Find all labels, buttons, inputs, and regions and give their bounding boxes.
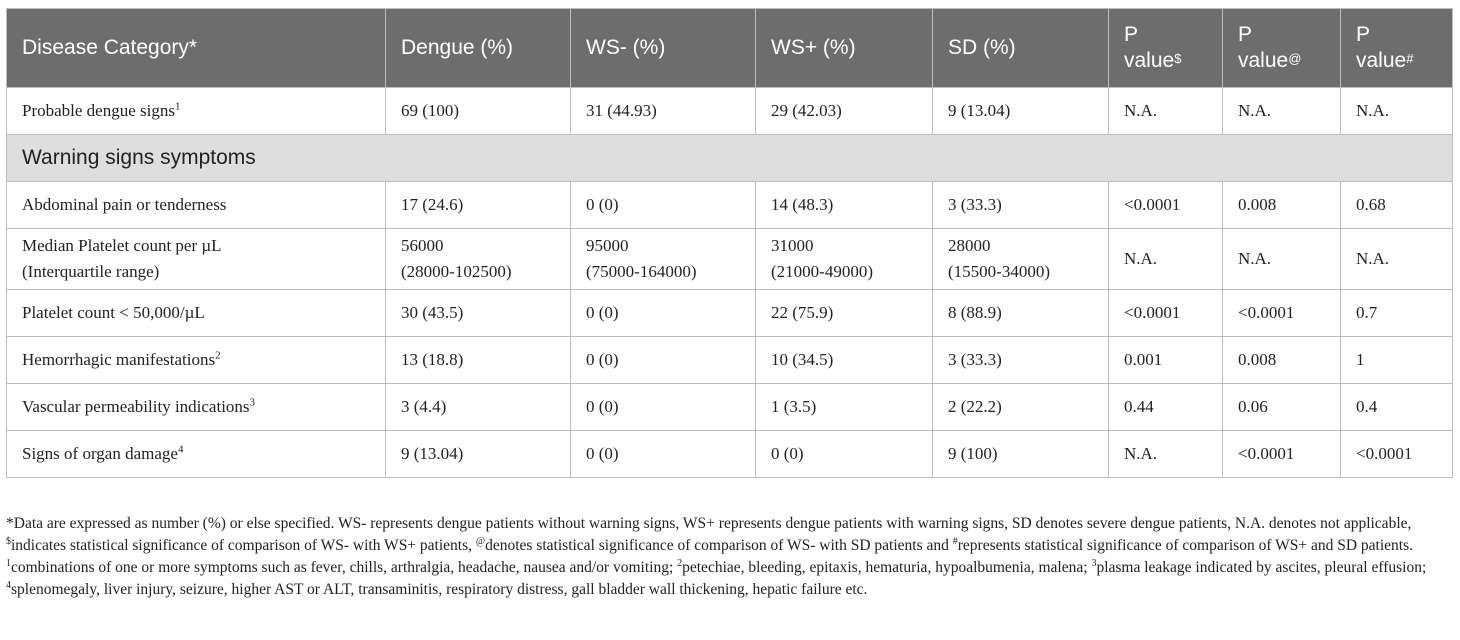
table-cell: 1 (3.5) [756, 384, 933, 431]
table-cell: <0.0001 [1223, 431, 1341, 478]
table-cell: N.A. [1109, 431, 1223, 478]
footnote-symbol: 4 [6, 579, 11, 591]
footnote-symbol: 3 [1091, 557, 1097, 569]
cell-line1: 31000 [771, 236, 814, 255]
footnote-symbol: # [952, 535, 958, 547]
table-cell: 9 (13.04) [933, 88, 1109, 135]
header-ws-plus [756, 9, 933, 88]
table-cell: 13 (18.8) [386, 337, 571, 384]
table-cell: 0 (0) [571, 290, 756, 337]
row-label [7, 229, 386, 290]
footnote-symbol: 1 [6, 557, 11, 569]
header-sd [933, 9, 1109, 88]
table-row-median-platelet [7, 229, 1453, 290]
table-cell: N.A. [1109, 229, 1223, 290]
table-cell: <0.0001 [1223, 290, 1341, 337]
table-cell: 0 (0) [571, 182, 756, 229]
header-text: WS- (%) [586, 36, 666, 59]
table-cell: 0.001 [1109, 337, 1223, 384]
table-cell: 0.7 [1341, 290, 1453, 337]
header-text: Disease Category* [22, 36, 198, 59]
footnote-text: denotes statistical significance of comparison of WS- with SD patients and [485, 537, 953, 554]
cell-line2: (21000-49000) [771, 262, 873, 281]
table-cell: 0.06 [1223, 384, 1341, 431]
footnote-text: indicates statistical significance of comparison of WS- with WS+ patients, [11, 537, 476, 554]
label-text: Hemorrhagic manifestations [22, 350, 216, 369]
footnote-text: combinations of one or more symptoms such as fever, chills, arthralgia, headache, nausea and/or vomiting; [11, 559, 678, 576]
header-line2: value [1238, 49, 1289, 72]
table-footnote [6, 513, 1454, 601]
label-text: Probable dengue signs [22, 101, 175, 120]
row-label [7, 88, 386, 135]
label-line1: Median Platelet count per µL [22, 236, 222, 255]
header-text: WS+ (%) [771, 36, 856, 59]
row-label: Abdominal pain or tenderness [7, 182, 386, 229]
header-p-value-at [1223, 9, 1341, 88]
table-cell: 17 (24.6) [386, 182, 571, 229]
table-cell: N.A. [1223, 88, 1341, 135]
footnote-symbol: @ [475, 535, 486, 547]
header-dengue [386, 9, 571, 88]
table-cell [386, 229, 571, 290]
table-cell: 0.68 [1341, 182, 1453, 229]
header-line1: P [1124, 23, 1139, 46]
header-p-value-hash [1341, 9, 1453, 88]
header-line1: P [1238, 23, 1253, 46]
table-cell: 10 (34.5) [756, 337, 933, 384]
section-row-warning-signs [7, 135, 1453, 182]
table-cell: 0 (0) [571, 431, 756, 478]
table-cell: 0.008 [1223, 337, 1341, 384]
table-cell: 22 (75.9) [756, 290, 933, 337]
header-disease-category [7, 9, 386, 88]
footnote-symbol: $ [6, 535, 11, 547]
header-line2: value [1356, 49, 1407, 72]
dengue-table [6, 8, 1453, 478]
label-text: Signs of organ damage [22, 444, 178, 463]
table-cell: 3 (33.3) [933, 337, 1109, 384]
table-row-organ-damage [7, 431, 1453, 478]
table-row-abdominal-pain [7, 182, 1453, 229]
table-cell: 0.4 [1341, 384, 1453, 431]
table-cell: 0 (0) [571, 337, 756, 384]
header-ws-minus [571, 9, 756, 88]
header-text: SD (%) [948, 36, 1016, 59]
table-cell: <0.0001 [1109, 182, 1223, 229]
header-p-value-dollar [1109, 9, 1223, 88]
row-label: Platelet count < 50,000/µL [7, 290, 386, 337]
table-cell: 1 [1341, 337, 1453, 384]
table-cell: N.A. [1341, 229, 1453, 290]
header-line1: P [1356, 23, 1371, 46]
header-text: Dengue (%) [401, 36, 514, 59]
table-cell [756, 229, 933, 290]
data-table-container [6, 8, 1452, 478]
footnote-symbol: 2 [677, 557, 683, 569]
table-row-probable-dengue [7, 88, 1453, 135]
table-cell: 0 (0) [571, 384, 756, 431]
row-label [7, 384, 386, 431]
table-cell: 9 (13.04) [386, 431, 571, 478]
footnote-ref: 1 [174, 100, 181, 113]
table-cell: <0.0001 [1341, 431, 1453, 478]
header-line2: value [1124, 49, 1175, 72]
table-row-vascular [7, 384, 1453, 431]
table-row-platelet-count [7, 290, 1453, 337]
header-sup: @ [1288, 51, 1302, 66]
label-line2: (Interquartile range) [22, 262, 160, 281]
cell-line2: (75000-164000) [586, 262, 697, 281]
footnote-ref: 4 [177, 443, 184, 456]
table-cell: 3 (33.3) [933, 182, 1109, 229]
cell-line2: (15500-34000) [948, 262, 1050, 281]
table-cell: N.A. [1341, 88, 1453, 135]
footnote-text: splenomegaly, liver injury, seizure, higher AST or ALT, transaminitis, respiratory distress, gall bladder wall thickening, hepatic failure etc. [11, 581, 868, 598]
footnote-text: plasma leakage indicated by ascites, pleural effusion; [1096, 559, 1427, 576]
table-cell: N.A. [1223, 229, 1341, 290]
table-cell: 3 (4.4) [386, 384, 571, 431]
table-cell: 0.44 [1109, 384, 1223, 431]
table-cell: N.A. [1109, 88, 1223, 135]
table-row-hemorrhagic [7, 337, 1453, 384]
table-cell: 30 (43.5) [386, 290, 571, 337]
footnote-ref: 3 [249, 396, 256, 409]
cell-line2: (28000-102500) [401, 262, 512, 281]
header-sup: # [1406, 51, 1414, 66]
footnote-text: *Data are expressed as number (%) or else specified. WS- represents dengue patients without warning signs, WS+ represents dengue patients with warning signs, SD denotes severe dengue patients, N.A. denotes not applicable, [6, 515, 1412, 532]
row-label [7, 431, 386, 478]
footnote-text: petechiae, bleeding, epitaxis, hematuria, hypoalbumenia, malena; [682, 559, 1092, 576]
table-cell: 9 (100) [933, 431, 1109, 478]
label-text: Vascular permeability indications [22, 397, 250, 416]
cell-line1: 28000 [948, 236, 991, 255]
table-cell: 2 (22.2) [933, 384, 1109, 431]
table-cell: 0 (0) [756, 431, 933, 478]
table-cell: 29 (42.03) [756, 88, 933, 135]
table-cell: 14 (48.3) [756, 182, 933, 229]
footnote-text: represents statistical significance of comparison of WS+ and SD patients. [957, 537, 1414, 554]
table-cell [571, 229, 756, 290]
table-cell: 0.008 [1223, 182, 1341, 229]
table-cell: 69 (100) [386, 88, 571, 135]
header-row [7, 9, 1453, 88]
cell-line1: 56000 [401, 236, 444, 255]
section-label: Warning signs symptoms [7, 135, 1453, 182]
header-sup: $ [1174, 51, 1182, 66]
cell-line1: 95000 [586, 236, 629, 255]
table-cell: <0.0001 [1109, 290, 1223, 337]
footnote-ref: 2 [215, 349, 221, 362]
table-cell: 31 (44.93) [571, 88, 756, 135]
row-label [7, 337, 386, 384]
table-cell: 8 (88.9) [933, 290, 1109, 337]
table-cell [933, 229, 1109, 290]
